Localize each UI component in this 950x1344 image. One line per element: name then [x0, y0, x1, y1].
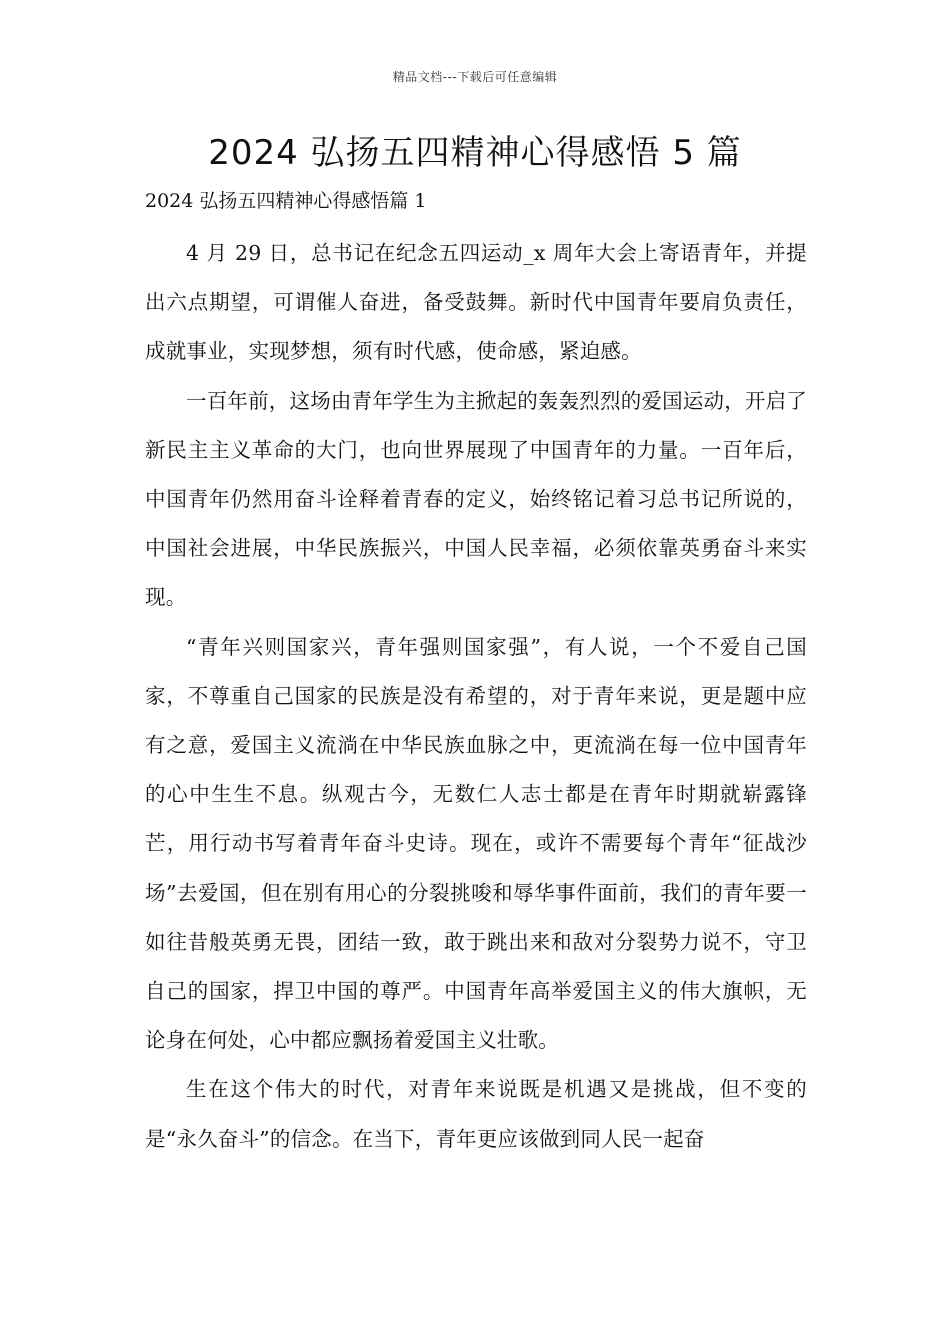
paragraph-2: 一百年前，这场由青年学生为主掀起的轰轰烈烈的爱国运动，开启了新民主主义革命的大门，也向世界展现了中国青年的力量。一百年后，中国青年仍然用奋斗诠释着青春的定义，始终铭记着习总书记所说的，中国社会进展，中华民族振兴，中国人民幸福，必须依靠英勇奋斗来实现。	[145, 388, 807, 610]
paragraph-4: 生在这个伟大的时代，对青年来说既是机遇又是挑战，但不变的是“永久奋斗”的信念。在当下，青年更应该做到同人民一起奋	[145, 1077, 807, 1151]
section-heading: 2024 弘扬五四精神心得感悟篇 1	[145, 190, 427, 212]
page-header: 精品文档---下载后可任意编辑	[392, 70, 558, 84]
document-body	[145, 229, 807, 1164]
document-title: 2024 弘扬五四精神心得感悟 5 篇	[208, 133, 742, 173]
paragraph-3: “青年兴则国家兴，青年强则国家强”，有人说，一个不爱自己国家，不尊重自己国家的民族是没有希望的，对于青年来说，更是题中应有之意，爱国主义流淌在中华民族血脉之中，更流淌在每一位中国青年的心中生生不息。纵观古今，无数仁人志士都是在青年时期就崭露锋芒，用行动书写着青年奋斗史诗。现在，或许不需要每个青年“征战沙场”去爱国，但在别有用心的分裂挑唆和辱华事件面前，我们的青年要一如往昔般英勇无畏，团结一致，敢于跳出来和敌对分裂势力说不，守卫自己的国家，捍卫中国的尊严。中国青年高举爱国主义的伟大旗帜，无论身在何处，心中都应飘扬着爱国主义壮歌。	[145, 634, 807, 1053]
paragraph-1: 4 月 29 日，总书记在纪念五四运动_x 周年大会上寄语青年，并提出六点期望，可谓催人奋进，备受鼓舞。新时代中国青年要肩负责任，成就事业，实现梦想，须有时代感，使命感，紧迫感。	[145, 241, 807, 364]
